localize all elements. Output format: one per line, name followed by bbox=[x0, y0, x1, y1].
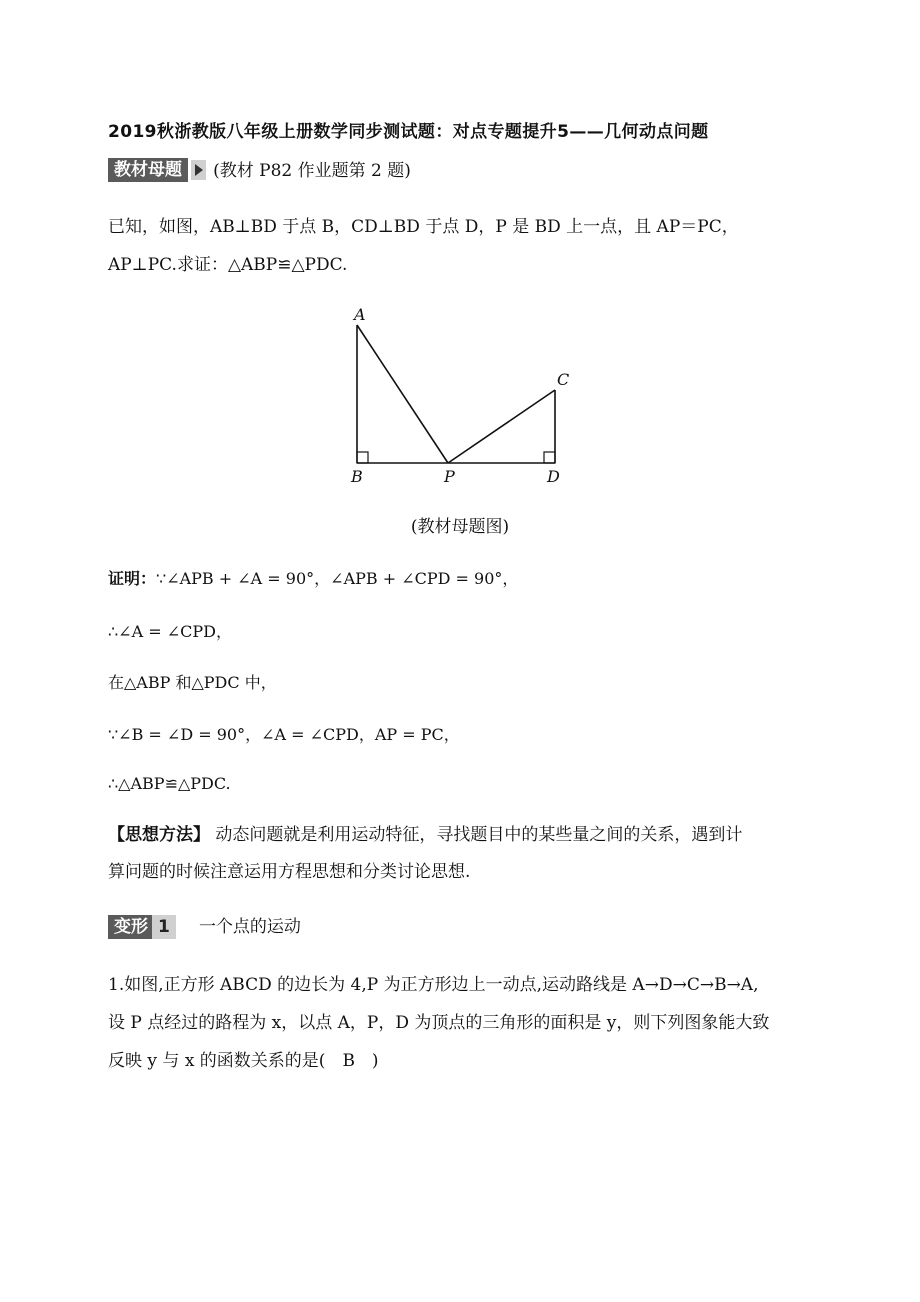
method-line-1 bbox=[108, 817, 742, 853]
textbook-problem-header bbox=[108, 158, 411, 184]
geometry-figure bbox=[340, 300, 580, 495]
figure-caption: (教材母题图) bbox=[410, 517, 510, 537]
segment-ap bbox=[357, 325, 448, 463]
right-angle-b bbox=[357, 452, 368, 463]
proof-line-2: ∴∠A = ∠CPD， bbox=[108, 622, 232, 641]
right-angle-d bbox=[544, 452, 555, 463]
proof-line-1-text: ∵∠APB + ∠A = 90°，∠APB + ∠CPD = 90°， bbox=[156, 569, 519, 588]
proof-label: 证明： bbox=[108, 569, 157, 588]
proof-line-1 bbox=[108, 566, 518, 589]
segment-pc bbox=[448, 390, 555, 463]
question-1-line-2: 设 P 点经过的路程为 x，以点 A，P，D 为顶点的三角形的面积是 y，则下列图象能大致 bbox=[108, 1013, 770, 1033]
problem-line-1: 已知，如图，AB⊥BD 于点 B，CD⊥BD 于点 D，P 是 BD 上一点，且 AP＝PC， bbox=[108, 217, 739, 237]
label-b: B bbox=[351, 467, 363, 486]
page-title: 2019秋浙教版八年级上册数学同步测试题：对点专题提升5——几何动点问题 bbox=[108, 122, 709, 142]
proof-line-4: ∵∠B = ∠D = 90°，∠A = ∠CPD，AP = PC， bbox=[108, 725, 460, 744]
label-d: D bbox=[547, 467, 560, 486]
problem-line-2: AP⊥PC.求证：△ABP≌△PDC. bbox=[108, 255, 348, 275]
label-a: A bbox=[354, 305, 366, 324]
method-line-1-text: 动态问题就是利用运动特征，寻找题目中的某些量之间的关系，遇到计 bbox=[215, 825, 743, 845]
textbook-problem-tag: 教材母题 bbox=[108, 158, 188, 182]
variant-header bbox=[108, 915, 301, 939]
play-arrow-icon bbox=[191, 160, 206, 180]
variant-number: 1 bbox=[152, 915, 176, 939]
variant-title: 一个点的运动 bbox=[198, 917, 301, 937]
variant-tag: 变形 bbox=[108, 915, 152, 939]
proof-line-5: ∴△ABP≌△PDC. bbox=[108, 774, 231, 793]
proof-line-3: 在△ABP 和△PDC 中， bbox=[108, 673, 277, 692]
label-p: P bbox=[444, 467, 455, 486]
question-1-line-1: 1.如图,正方形 ABCD 的边长为 4,P 为正方形边上一动点,运动路线是 A→D→C→B→A, bbox=[108, 975, 759, 995]
textbook-reference: (教材 P82 作业题第 2 题) bbox=[213, 161, 411, 181]
question-1-line-3: 反映 y 与 x 的函数关系的是( B ) bbox=[108, 1051, 379, 1071]
label-c: C bbox=[557, 370, 570, 389]
method-label: 【思想方法】 bbox=[108, 825, 210, 845]
method-line-2: 算问题的时候注意运用方程思想和分类讨论思想. bbox=[108, 862, 471, 882]
